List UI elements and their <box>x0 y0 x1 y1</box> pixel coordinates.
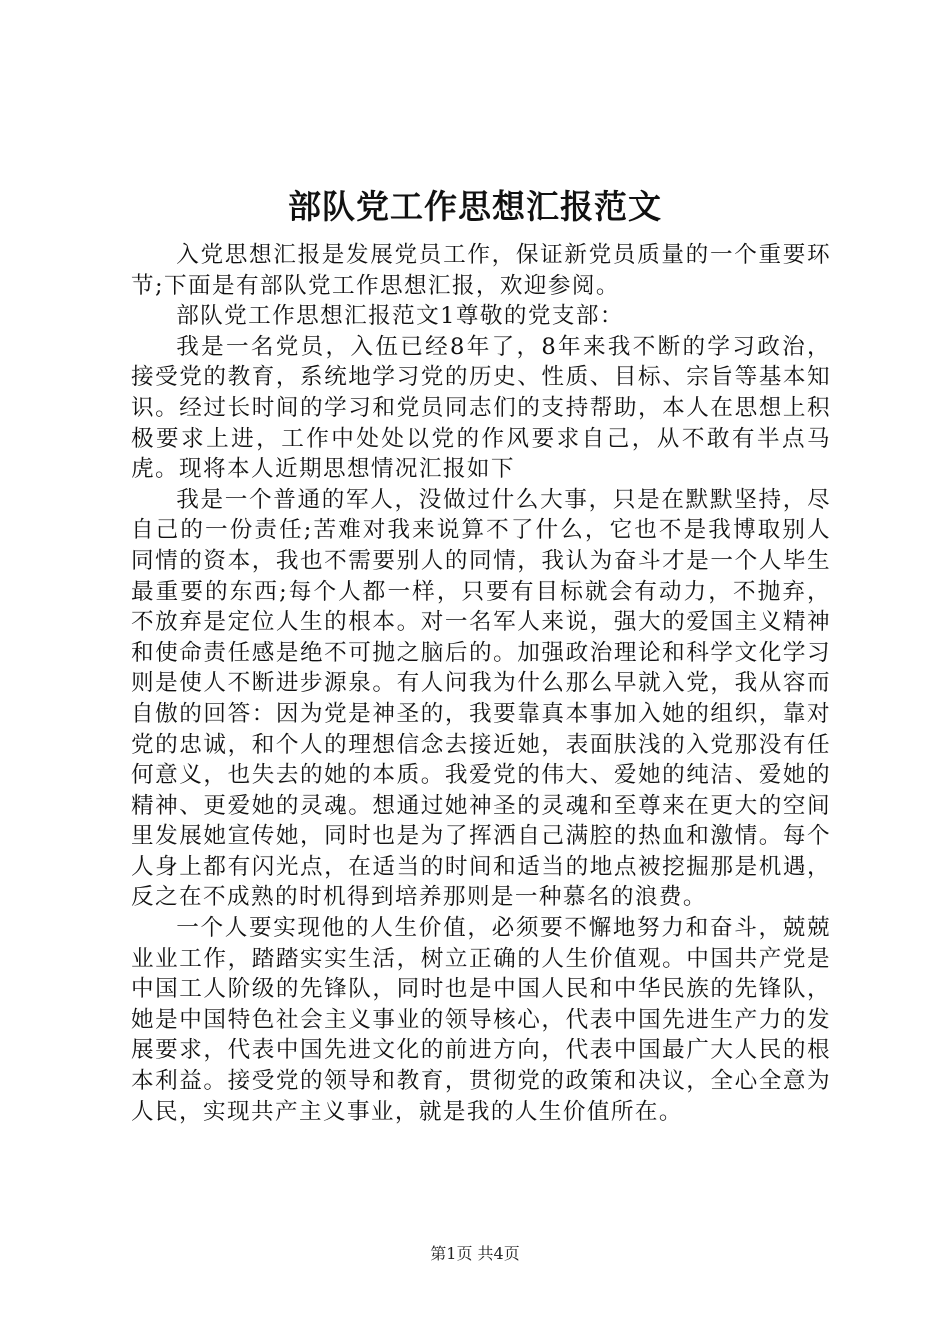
paragraph-heading-line: 部队党工作思想汇报范文1尊敬的党支部： <box>176 303 624 330</box>
paragraph-ordinary-soldier: 我是一个普通的军人，没做过什么大事，只是在默默坚持，尽自己的一份责任;苦难对我来说算不了什么，它也不是我博取别人同情的资本，我也不需要别人的同情，我认为奋斗才是一个人毕生最重要的东西;每个人都一样，只要有目标就会有动力，不抛弃，不放弃是定位人生的根本。对一名军人来说，强大的爱国主义精神和使命责任感是绝不可抛之脑后的。加强政治理论和科学文化学习则是使人不断进步源泉。有人问我为什么那么早就入党，我从容而自傲的回答：因为党是神圣的，我要靠真本事加入她的组织，靠对党的忠诚，和个人的理想信念去接近她，表面肤浅的入党那没有任何意义，也失去的她的本质。我爱党的伟大、爱她的纯洁、爱她的精神、更爱她的灵魂。想通过她神圣的灵魂和至尊来在更大的空间里发展她宣传她，同时也是为了挥洒自己满腔的热血和激情。每个人身上都有闪光点，在适当的时间和适当的地点被挖掘那是机遇，反之在不成熟的时机得到培养那则是一种慕名的浪费。 <box>131 486 831 911</box>
page-number-footer: 第1页 共4页 <box>430 1244 520 1263</box>
document-body <box>131 240 831 1127</box>
document-title: 部队党工作思想汇报范文 <box>288 187 662 226</box>
paragraph-life-value: 一个人要实现他的人生价值，必须要不懈地努力和奋斗，兢兢业业工作，踏踏实实生活，树立正确的人生价值观。中国共产党是中国工人阶级的先锋队，同时也是中国人民和中华民族的先锋队，她是中国特色社会主义事业的领导核心，代表中国先进生产力的发展要求，代表中国先进文化的前进方向，代表中国最广大人民的根本利益。接受党的领导和教育，贯彻党的政策和决议，全心全意为人民，实现共产主义事业，就是我的人生价值所在。 <box>131 915 831 1125</box>
paragraph-self-introduction: 我是一名党员，入伍已经8年了，8年来我不断的学习政治，接受党的教育，系统地学习党的历史、性质、目标、宗旨等基本知识。经过长时间的学习和党员同志们的支持帮助，本人在思想上积极要求上进，工作中处处以党的作风要求自己，从不敢有半点马虎。现将本人近期思想情况汇报如下 <box>131 333 831 483</box>
paragraph-intro: 入党思想汇报是发展党员工作，保证新党员质量的一个重要环节;下面是有部队党工作思想汇报，欢迎参阅。 <box>131 242 831 299</box>
